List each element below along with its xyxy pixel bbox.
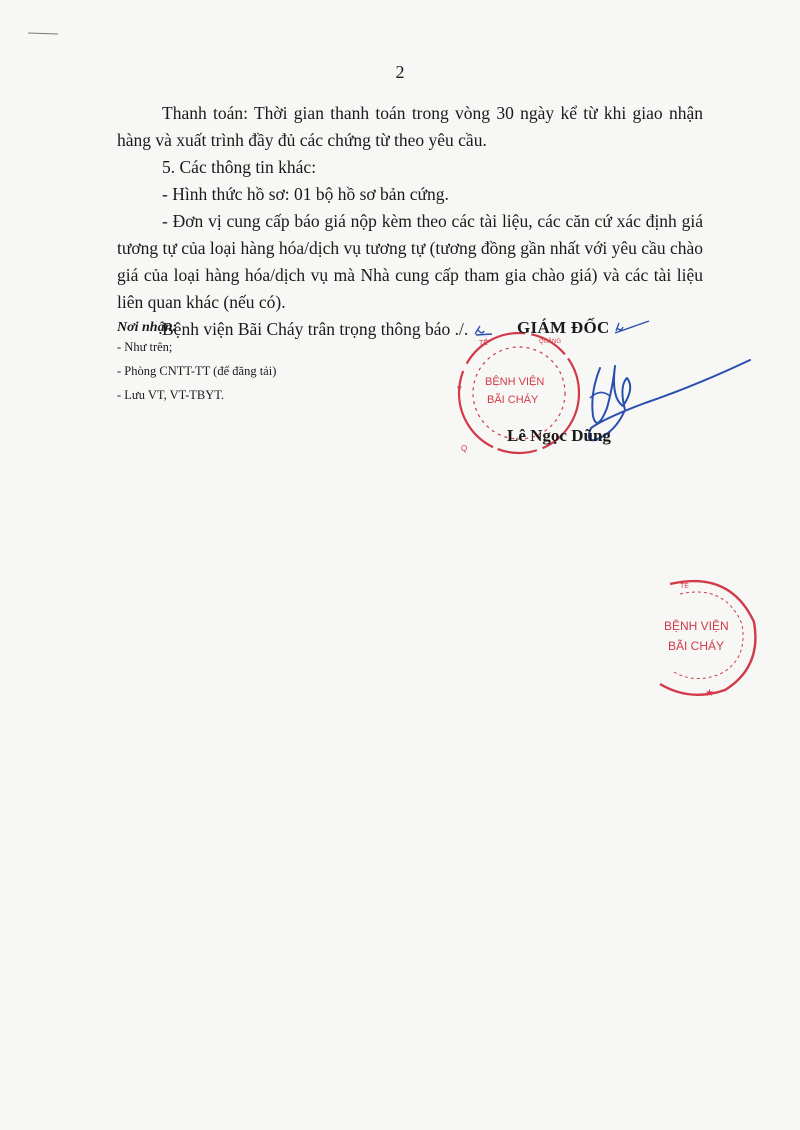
signature-title-text: GIÁM ĐỐC (517, 318, 610, 337)
recipients-title: Nơi nhận: (117, 320, 178, 335)
signature-title (517, 318, 651, 338)
stamp-line-1: BỆNH VIỆN (485, 376, 545, 388)
recipients-block (117, 320, 417, 403)
corner-stamp (650, 572, 765, 707)
paragraph-document-format: - Hình thức hồ sơ: 01 bộ hồ sơ bản cứng. (162, 184, 449, 204)
corner-stamp-line-1: BỆNH VIỆN (664, 619, 729, 633)
recipient-item: - Như trên; (117, 340, 173, 354)
body-text (117, 100, 703, 343)
stamp-line-2: BÃI CHÁY (487, 394, 539, 406)
paragraph-payment: Thanh toán: Thời gian thanh toán trong vòng 30 ngày kể từ khi giao nhận hàng và xuất trình đầy đủ các chứng từ theo yêu cầu. (117, 103, 703, 150)
svg-text:★: ★ (705, 688, 714, 699)
page-number: 2 (395, 62, 405, 82)
svg-text:TẾ: TẾ (680, 583, 689, 590)
svg-text:TẾ: TẾ (479, 340, 488, 347)
paragraph-other-info-heading: 5. Các thông tin khác: (162, 157, 317, 177)
svg-text:QUẢNG: QUẢNG (539, 339, 562, 345)
signature-block (455, 318, 755, 458)
svg-text:Q: Q (461, 444, 468, 453)
signer-name: Lê Ngọc Dũng (507, 426, 611, 445)
paragraph-quote-attachments: - Đơn vị cung cấp báo giá nộp kèm theo các tài liệu, các căn cứ xác định giá tương tự của loại hàng hóa/dịch vụ tương tự (tương đồng gần nhất với yêu cầu chào giá của loại hàng hóa/dịch vụ mà Nhà cung cấp tham gia chào giá) và các tài liệu liên quan khác (nếu có). (117, 211, 703, 312)
closing-text: Bệnh viện Bãi Cháy trân trọng thông báo ./. (162, 319, 469, 339)
recipient-item: - Lưu VT, VT-TBYT. (117, 388, 225, 402)
scan-mark (28, 32, 68, 35)
title-initial-mark (613, 319, 651, 335)
corner-stamp-line-2: BÃI CHÁY (668, 639, 725, 653)
svg-text:V: V (457, 386, 462, 393)
recipient-item: - Phòng CNTT-TT (để đăng tải) (117, 364, 277, 378)
